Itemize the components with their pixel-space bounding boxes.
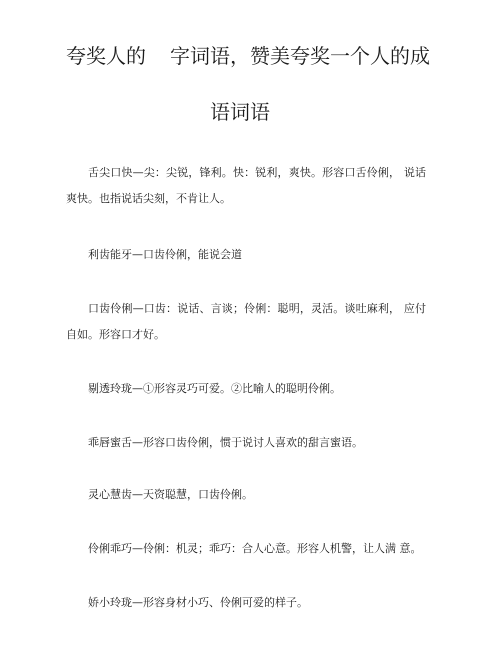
paragraph-idiom-1: 舌尖口快—尖：尖锐，锋利。快：锐利，爽快。形容口舌伶俐， 说话爽快。也指说话尖刻，不肯让人。 <box>66 166 426 205</box>
paragraph-idiom-8: 娇小玲珑—形容身材小巧、伶俐可爱的样子。 <box>88 596 308 609</box>
paragraph-idiom-3: 口齿伶俐—口齿：说话、言谈；伶俐：聪明，灵活。谈吐麻利， 应付自如。形容口才好。 <box>66 302 426 341</box>
paragraph-idiom-2: 利齿能牙—口齿伶俐，能说会道 <box>88 248 242 261</box>
title-part1: 夸奖人的 <box>66 44 146 68</box>
paragraph-idiom-5: 乖唇蜜舌—形容口齿伶俐，惯于说讨人喜欢的甜言蜜语。 <box>88 436 363 449</box>
paragraph-idiom-6: 灵心慧齿—天资聪慧，口齿伶俐。 <box>88 488 253 501</box>
paragraph-idiom-7: 伶俐乖巧—伶俐：机灵；乖巧：合人心意。形容人机警，让人满 意。 <box>88 542 422 555</box>
title-part2: 字词语，赞美夸奖一个人的成 <box>170 44 430 68</box>
document-title-line1 <box>8 40 480 69</box>
paragraph-idiom-4: 剔透玲珑—①形容灵巧可爱。②比喻人的聪明伶俐。 <box>88 382 341 395</box>
document-title-line2: 语词语 <box>210 100 270 124</box>
